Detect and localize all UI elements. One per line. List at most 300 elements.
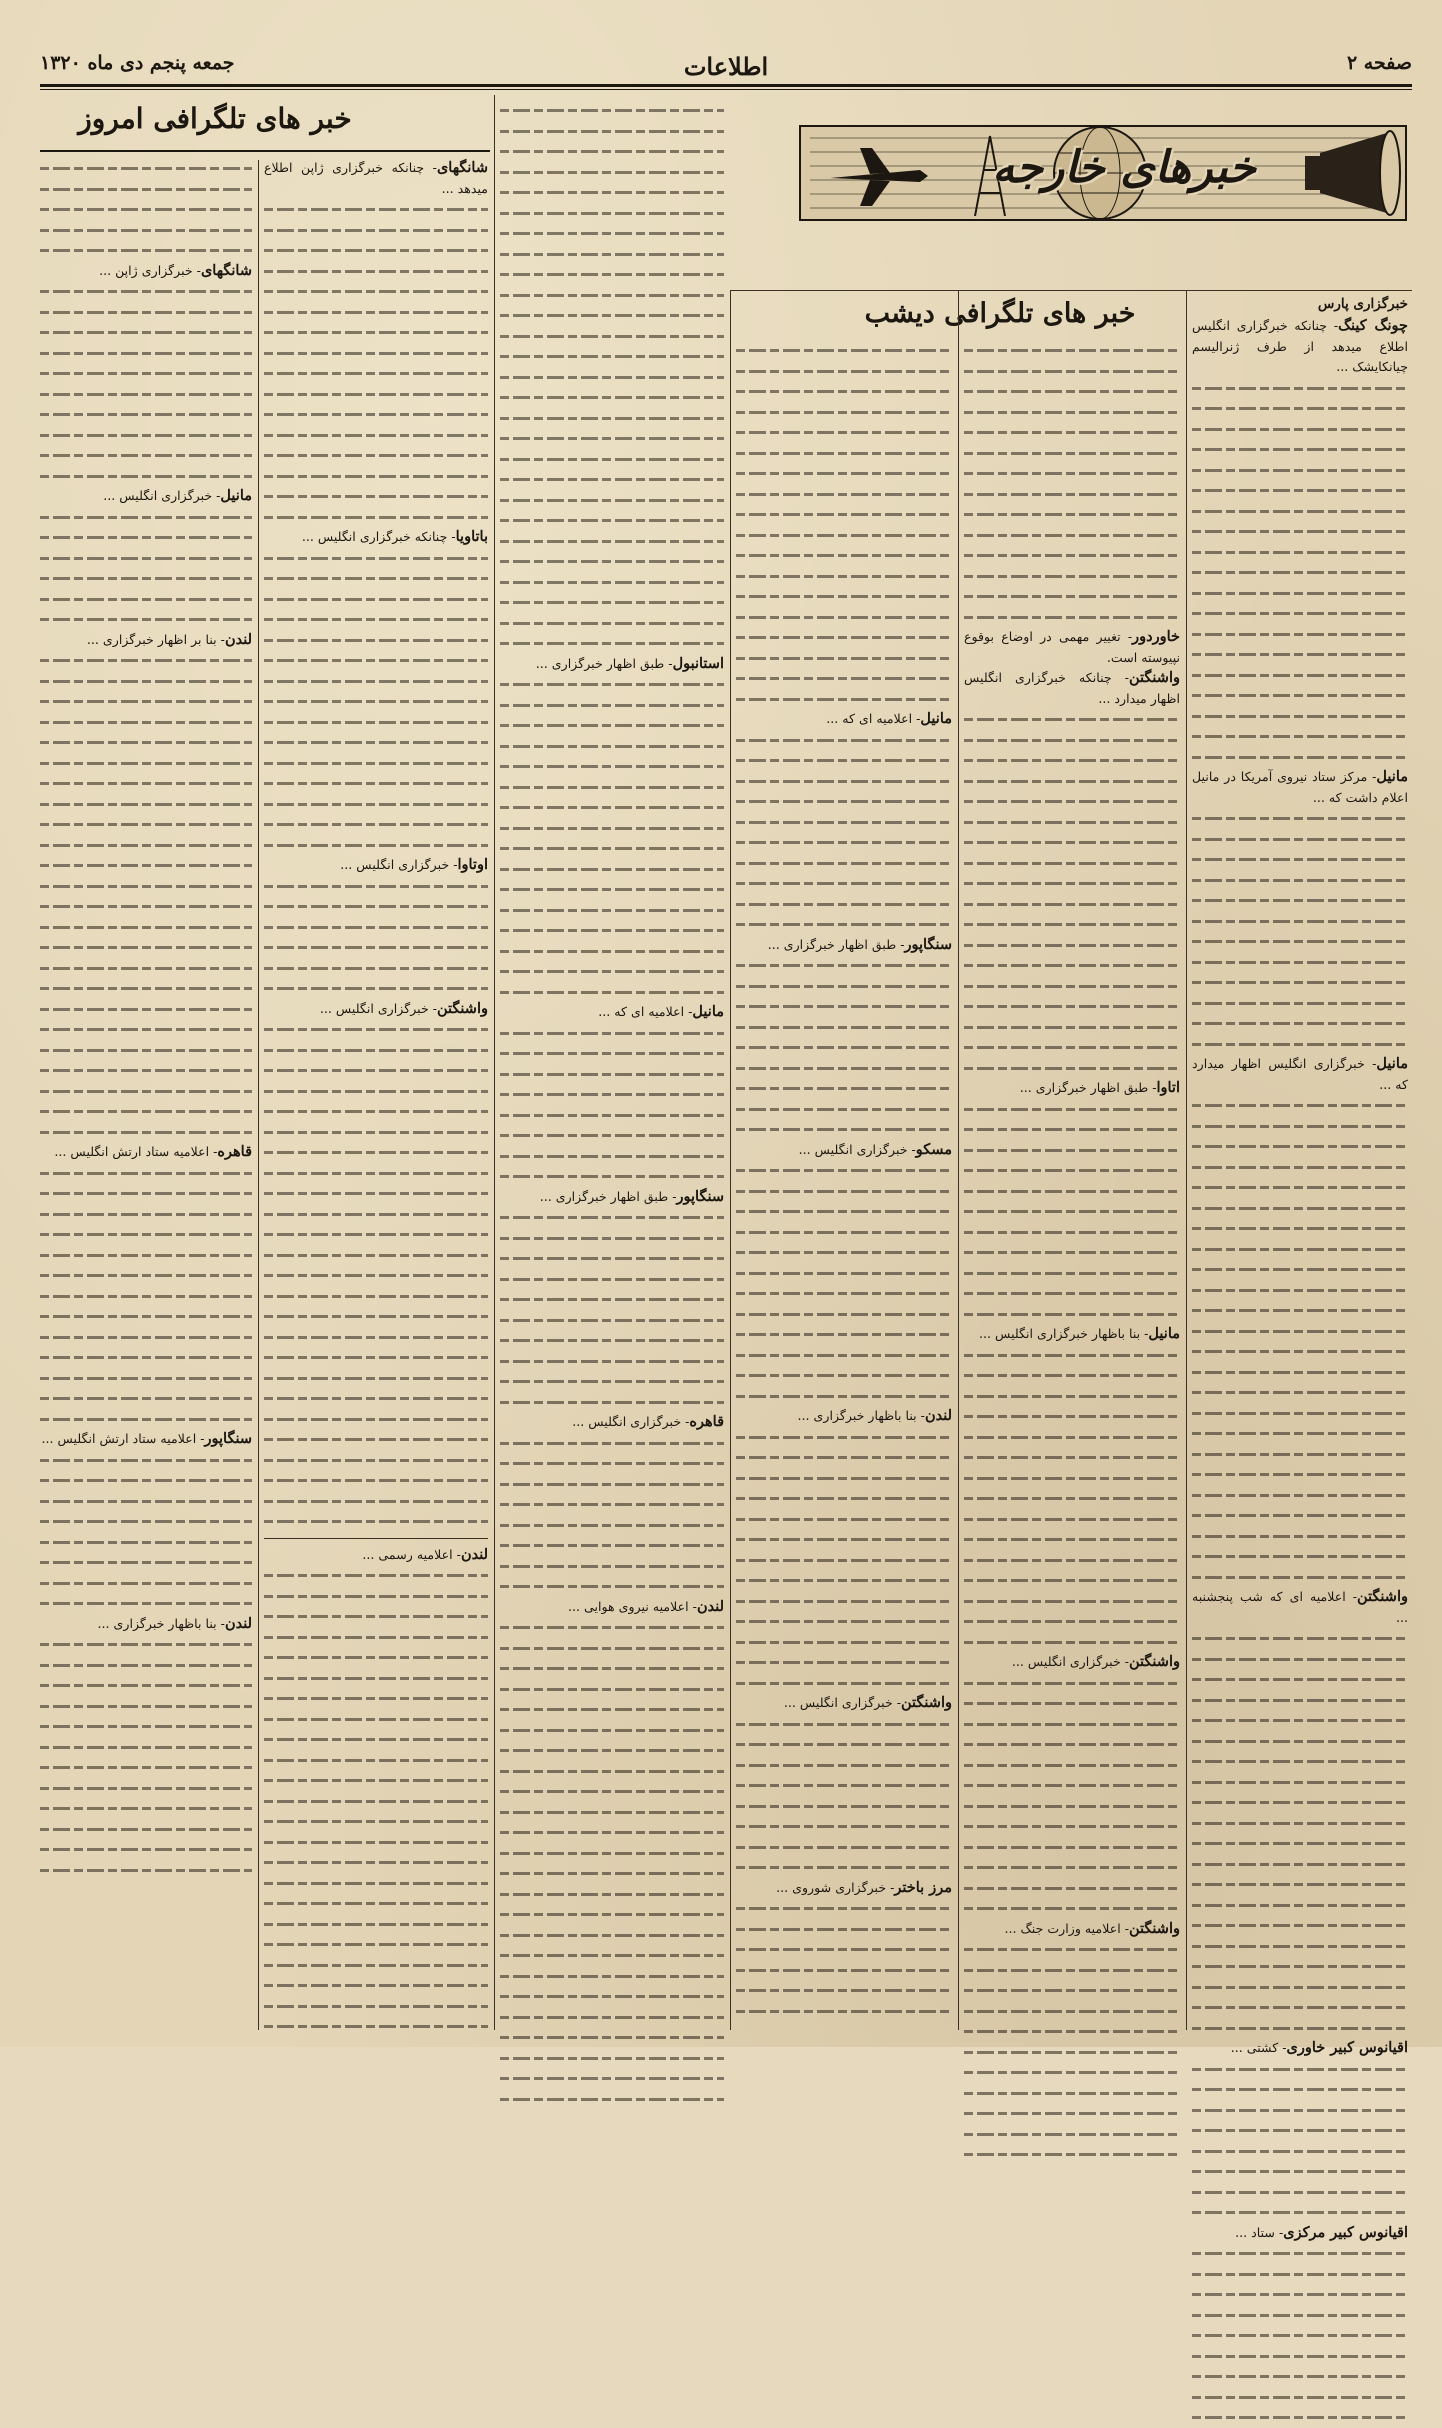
text-line (264, 1647, 488, 1668)
text-line (964, 1160, 1180, 1181)
text-line (1192, 726, 1408, 747)
text-line (1192, 1997, 1408, 2018)
text-line (40, 1040, 252, 1061)
text-line (40, 671, 252, 692)
text-line (964, 2062, 1180, 2083)
text-line (40, 240, 252, 261)
text-line (500, 674, 724, 695)
headline-today: خبر های تلگرافی امروز (78, 102, 352, 135)
text-line (736, 627, 952, 648)
text-line (964, 1304, 1180, 1325)
text-line (964, 1714, 1180, 1735)
text-line (1192, 1628, 1408, 1649)
text-line (964, 1796, 1180, 1817)
text-line (40, 1327, 252, 1348)
text-line (264, 1914, 488, 1935)
text-line (500, 223, 724, 244)
text-line (264, 1245, 488, 1266)
text-line (40, 1286, 252, 1307)
text-line (1192, 2059, 1408, 2080)
text-line (736, 1386, 952, 1407)
text-line (1192, 2141, 1408, 2162)
text-line (40, 753, 252, 774)
text-line (736, 873, 952, 894)
text-line (264, 1565, 488, 1586)
text-line (40, 466, 252, 487)
text-line (736, 607, 952, 628)
text-line (964, 955, 1180, 976)
text-line (264, 322, 488, 343)
text-line (736, 1673, 952, 1694)
text-line (500, 408, 724, 429)
text-line (264, 1081, 488, 1102)
text-line (964, 1427, 1180, 1448)
text-line (264, 835, 488, 856)
text-line (1192, 2407, 1408, 2428)
text-line (264, 671, 488, 692)
news-item: سنگاپور- اعلامیه ستاد ارتش انگلیس ... (41, 1430, 252, 1447)
text-line (1192, 1485, 1408, 1506)
text-line (264, 1688, 488, 1709)
text-line (500, 510, 724, 531)
text-line (264, 1286, 488, 1307)
text-line (500, 2089, 724, 2110)
text-line (500, 346, 724, 367)
text-line (1192, 603, 1408, 624)
text-line (736, 422, 952, 443)
text-line (500, 1863, 724, 1884)
text-line (1192, 2305, 1408, 2326)
text-line (1192, 1546, 1408, 1567)
text-line (964, 1550, 1180, 1571)
text-line (500, 1966, 724, 1987)
text-line (264, 917, 488, 938)
text-line (500, 469, 724, 490)
text-line (736, 1222, 952, 1243)
text-line (500, 838, 724, 859)
text-line (264, 1627, 488, 1648)
column-5 (264, 158, 488, 2024)
text-line (500, 1986, 724, 2007)
text-line (736, 1529, 952, 1550)
text-line (736, 1283, 952, 1304)
text-line (40, 1573, 252, 1594)
text-line (40, 507, 252, 528)
column-6 (40, 158, 252, 2024)
text-line (1192, 808, 1408, 829)
text-line (1192, 1321, 1408, 1342)
text-line (964, 853, 1180, 874)
text-line (964, 894, 1180, 915)
text-line (964, 2083, 1180, 2104)
text-line (264, 281, 488, 302)
text-line (40, 1778, 252, 1799)
text-line (40, 220, 252, 241)
text-line (264, 1163, 488, 1184)
text-line (736, 1632, 952, 1653)
text-line (40, 568, 252, 589)
text-line (40, 1737, 252, 1758)
text-line (40, 958, 252, 979)
text-line (500, 1884, 724, 1905)
text-line (736, 1796, 952, 1817)
text-line (500, 1679, 724, 1700)
text-line (264, 384, 488, 405)
news-item: استانبول- طبق اظهار خبرگزاری ... (535, 654, 724, 672)
text-line (264, 1224, 488, 1245)
text-line (500, 1269, 724, 1290)
text-line (500, 1351, 724, 1372)
text-line (500, 162, 724, 183)
text-line (500, 1064, 724, 1085)
news-item: مانیل- مرکز ستاد نیروی آمریکا در مانیل اعلام داشت که ... (1192, 768, 1408, 805)
text-line (964, 1570, 1180, 1591)
text-line (964, 2042, 1180, 2063)
text-line (1192, 1690, 1408, 1711)
text-line (736, 1570, 952, 1591)
text-line (736, 812, 952, 833)
text-line (40, 1757, 252, 1778)
text-line (500, 1781, 724, 1802)
text-line (264, 220, 488, 241)
text-line (40, 1060, 252, 1081)
text-line (500, 2027, 724, 2048)
text-line (500, 449, 724, 470)
text-line (964, 2001, 1180, 2022)
text-line (40, 322, 252, 343)
text-line (736, 463, 952, 484)
text-line (1192, 1341, 1408, 1362)
text-line (40, 363, 252, 384)
news-item: مسکو- خبرگزاری انگلیس ... (798, 1140, 952, 1158)
text-line (736, 1591, 952, 1612)
text-line (264, 958, 488, 979)
text-line (500, 1371, 724, 1392)
text-line (1192, 993, 1408, 1014)
text-line (40, 1839, 252, 1860)
text-line (264, 1811, 488, 1832)
text-line (1192, 2284, 1408, 2305)
text-line (500, 941, 724, 962)
text-line (736, 914, 952, 935)
text-line (500, 551, 724, 572)
text-line (500, 326, 724, 347)
text-line (1192, 542, 1408, 563)
text-line (264, 466, 488, 487)
text-line (40, 1655, 252, 1676)
text-line (736, 1488, 952, 1509)
text-line (1192, 1095, 1408, 1116)
text-line (264, 937, 488, 958)
text-line (500, 1925, 724, 1946)
text-line (1192, 1464, 1408, 1485)
text-line (964, 1837, 1180, 1858)
text-line (264, 1347, 488, 1368)
text-line (500, 1535, 724, 1556)
text-line (40, 1368, 252, 1389)
text-line (1192, 1177, 1408, 1198)
text-line (1192, 665, 1408, 686)
text-line (264, 425, 488, 446)
text-line (964, 1037, 1180, 1058)
text-line (264, 445, 488, 466)
text-line (264, 1893, 488, 1914)
text-line (1192, 1649, 1408, 1670)
paper-name: اطلاعات (683, 52, 769, 81)
text-line (264, 732, 488, 753)
text-line (40, 425, 252, 446)
text-line (264, 1709, 488, 1730)
text-line (500, 1125, 724, 1146)
text-line (264, 1975, 488, 1996)
text-line (500, 244, 724, 265)
text-line (264, 1142, 488, 1163)
text-line (1192, 1013, 1408, 1034)
news-item: مانیل- خبرگزاری انگلیس اظهار میدارد که ... (1192, 1055, 1408, 1092)
text-line (736, 1201, 952, 1222)
text-line (736, 1058, 952, 1079)
text-line (264, 1791, 488, 1812)
text-line (1192, 1218, 1408, 1239)
text-line (964, 1263, 1180, 1284)
news-item: خاوردور- تغییر مهمی در اوضاع بوقوع نپیوسته است. (964, 628, 1180, 665)
text-line (500, 1740, 724, 1761)
text-line (40, 876, 252, 897)
text-line (736, 996, 952, 1017)
text-line (500, 777, 724, 798)
text-line (264, 876, 488, 897)
text-line (264, 978, 488, 999)
text-line (1192, 624, 1408, 645)
text-line (1192, 1854, 1408, 1875)
text-line (1192, 2387, 1408, 2408)
text-line (500, 531, 724, 552)
text-line (264, 261, 488, 282)
text-line (1192, 2161, 1408, 2182)
text-line (736, 1181, 952, 1202)
news-item: سنگاپور- طبق اظهار خبرگزاری ... (767, 935, 952, 953)
text-line (736, 1652, 952, 1673)
column-3 (736, 340, 952, 2024)
text-line (736, 504, 952, 525)
text-line (500, 1453, 724, 1474)
text-line (500, 920, 724, 941)
text-line (736, 730, 952, 751)
headline-last-night: خبر های تلگرافی دیشب (864, 298, 1136, 329)
text-line (964, 463, 1180, 484)
text-line (500, 490, 724, 511)
section-rule (40, 150, 490, 152)
text-line (40, 343, 252, 364)
text-line (1192, 439, 1408, 460)
text-line (1192, 1382, 1408, 1403)
text-line (500, 1330, 724, 1351)
text-line (40, 1265, 252, 1286)
news-item: واشنگتن- خبرگزاری انگلیس ... (783, 1694, 952, 1711)
column-4 (500, 100, 724, 2024)
text-line (1192, 1567, 1408, 1588)
text-line (500, 1474, 724, 1495)
text-line (264, 1409, 488, 1430)
text-line (736, 361, 952, 382)
text-line (1192, 1895, 1408, 1916)
text-line (40, 999, 252, 1020)
text-line (1192, 2202, 1408, 2223)
text-line (964, 1345, 1180, 1366)
text-line (264, 486, 488, 507)
text-line (264, 1429, 488, 1450)
text-line (264, 507, 488, 528)
text-line (500, 797, 724, 818)
text-line (964, 935, 1180, 956)
text-line (40, 1409, 252, 1430)
text-line (964, 771, 1180, 792)
text-line (264, 1183, 488, 1204)
text-line (736, 894, 952, 915)
text-line (1192, 1792, 1408, 1813)
header-rule-thin (40, 89, 1412, 90)
text-line (1192, 1956, 1408, 1977)
text-line (40, 404, 252, 425)
text-line (500, 1720, 724, 1741)
text-line (40, 855, 252, 876)
text-line (264, 1606, 488, 1627)
text-line (264, 773, 488, 794)
text-line (40, 548, 252, 569)
text-line (736, 1837, 952, 1858)
text-line (1192, 952, 1408, 973)
column-2 (964, 340, 1180, 2024)
text-line (964, 1632, 1180, 1653)
text-line (964, 402, 1180, 423)
text-line (736, 648, 952, 669)
text-line (964, 1509, 1180, 1530)
text-line (736, 791, 952, 812)
news-item: لندن- بنا بر اظهار خبرگزاری ... (86, 630, 252, 648)
text-line (736, 1775, 952, 1796)
text-line (500, 1843, 724, 1864)
text-line (736, 1734, 952, 1755)
text-line (736, 750, 952, 771)
text-line (964, 1960, 1180, 1981)
news-source: خبرگزاری پارس (1317, 296, 1408, 312)
text-line (40, 896, 252, 917)
text-line (736, 1099, 952, 1120)
text-line (964, 340, 1180, 361)
text-line (1192, 1362, 1408, 1383)
text-line (40, 1306, 252, 1327)
column-divider (730, 290, 731, 2030)
text-line (736, 1365, 952, 1386)
text-line (1192, 2243, 1408, 2264)
text-line (500, 879, 724, 900)
text-line (1192, 829, 1408, 850)
text-line (264, 363, 488, 384)
text-line (1192, 1157, 1408, 1178)
text-line (264, 1060, 488, 1081)
text-line (264, 1955, 488, 1976)
text-line (1192, 1772, 1408, 1793)
text-line (736, 771, 952, 792)
text-line (264, 1934, 488, 1955)
text-line (500, 264, 724, 285)
text-line (40, 1716, 252, 1737)
text-line (736, 668, 952, 689)
text-line (264, 1327, 488, 1348)
text-line (736, 853, 952, 874)
text-line (1192, 1977, 1408, 1998)
text-line (500, 1248, 724, 1269)
text-line (736, 1160, 952, 1181)
text-line (1192, 2100, 1408, 2121)
text-line (1192, 1874, 1408, 1895)
issue-date: جمعه پنجم دی ماه ۱۳۲۰ (40, 52, 235, 74)
text-line (40, 1122, 252, 1143)
text-line (1192, 931, 1408, 952)
text-line (40, 978, 252, 999)
text-line (736, 1345, 952, 1366)
text-line (1192, 562, 1408, 583)
text-line (264, 794, 488, 815)
text-line (964, 1611, 1180, 1632)
text-line (40, 1491, 252, 1512)
text-line (500, 1392, 724, 1413)
news-item: باتاویا- چنانکه خبرگزاری انگلیس ... (301, 528, 488, 545)
text-line (40, 1101, 252, 1122)
text-line (964, 1878, 1180, 1899)
news-item: واشنگتن- چنانکه خبرگزاری انگلیس اظهار میدارد ... (964, 669, 1180, 706)
text-line (500, 900, 724, 921)
text-line (500, 1576, 724, 1597)
text-line (964, 504, 1180, 525)
text-line (1192, 1813, 1408, 1834)
text-line (500, 428, 724, 449)
text-line (264, 814, 488, 835)
text-line (500, 1166, 724, 1187)
text-line (40, 835, 252, 856)
text-line (1192, 890, 1408, 911)
text-line (500, 2048, 724, 2069)
text-line (964, 1755, 1180, 1776)
text-line (1192, 1136, 1408, 1157)
text-line (264, 1750, 488, 1771)
text-line (500, 305, 724, 326)
text-line (40, 917, 252, 938)
text-line (1192, 849, 1408, 870)
text-line (1192, 706, 1408, 727)
text-line (500, 1105, 724, 1126)
text-line (500, 1515, 724, 1536)
text-line (500, 756, 724, 777)
text-line (264, 589, 488, 610)
text-line (1192, 2120, 1408, 2141)
text-line (964, 1529, 1180, 1550)
text-line (264, 1204, 488, 1225)
text-line (264, 1101, 488, 1122)
text-line (1192, 2366, 1408, 2387)
news-item: واشنگتن- خبرگزاری انگلیس ... (1011, 1653, 1180, 1670)
text-line (1192, 1300, 1408, 1321)
text-line (40, 732, 252, 753)
text-line (500, 592, 724, 613)
text-line (500, 203, 724, 224)
text-line (1192, 378, 1408, 399)
text-line (736, 1898, 952, 1919)
text-line (500, 982, 724, 1003)
text-line (264, 1770, 488, 1791)
text-line (1192, 1505, 1408, 1526)
foreign-news-banner (800, 118, 1406, 228)
